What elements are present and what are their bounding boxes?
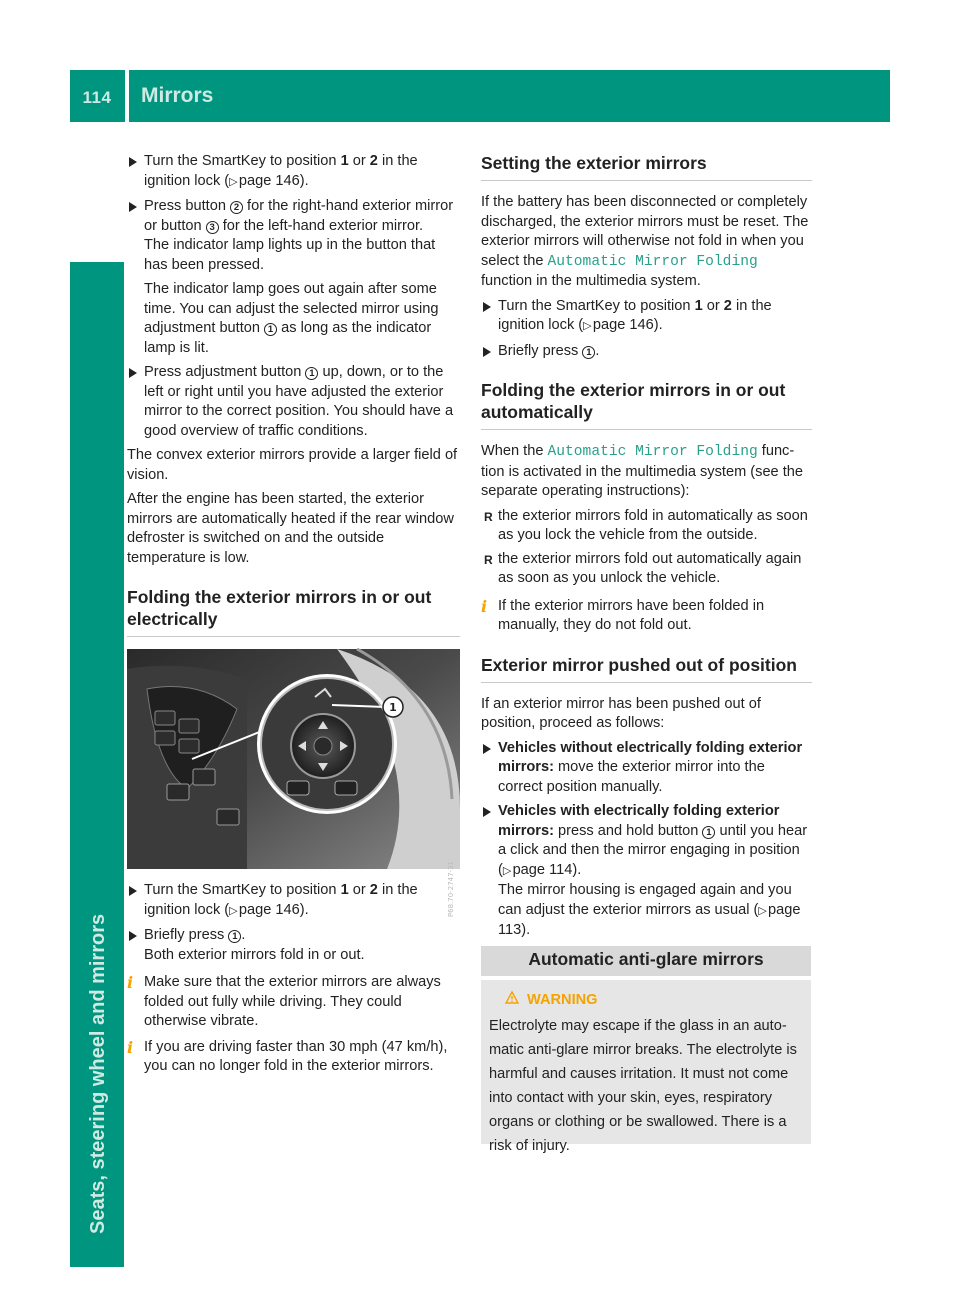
page-reference-arrow-icon: ▷ <box>229 175 238 188</box>
button-1-symbol: 1 <box>305 367 318 380</box>
triangle-bullet-icon <box>483 744 491 754</box>
photo-code: P68.70-2747-31 <box>447 861 455 918</box>
triangle-bullet-icon <box>129 202 137 212</box>
paragraph: The convex exterior mirrors provide a larger field of vision. <box>127 447 458 483</box>
paragraph: When the Automatic Mirror Folding function is activated in the multimedia system (see the separate operating instructions): <box>481 443 804 499</box>
page-reference-link[interactable]: page 114 <box>512 861 573 878</box>
step: Press adjustment button 1 up, down, or to the left or right until you have adjusted the exterior mirror to the correct position. You should have a good overview of traffic conditions. <box>127 363 460 441</box>
page-number: 114 <box>82 88 112 107</box>
page-reference-link[interactable]: page 146 <box>592 317 654 333</box>
page-reference-arrow-icon: ▷ <box>758 904 767 917</box>
list-item: R the exterior mirrors fold out automatically again as soon as you unlock the vehicle. <box>484 550 802 586</box>
step-note: The mirror housing is engaged again and you can adjust the exterior mirrors as usual (▷ page 113). <box>498 882 801 938</box>
info-note: i If you are driving faster than 30 mph (47 km/h), you can no longer fold in the exterior mirrors. <box>127 1037 448 1074</box>
side-tab-label: Seats, steering wheel and mirrors <box>87 913 109 1234</box>
warning-header <box>505 988 803 1012</box>
r-bullet-icon: R <box>484 552 493 567</box>
triangle-bullet-icon <box>129 931 137 941</box>
left-column <box>127 152 460 1083</box>
page-reference-link[interactable]: page 113 <box>498 901 801 938</box>
page-title: Mirrors <box>141 84 214 107</box>
button-1-symbol: 1 <box>264 323 277 336</box>
paragraph: If an exterior mirror has been pushed out of position, proceed as follows: <box>481 695 761 731</box>
paragraph: If the battery has been disconnected or completely discharged, the exterior mirrors must be reset. The exterior mirrors will otherwise not fold in when you select the Automatic Mirror Folding function in the multimedia system. <box>481 194 809 289</box>
section-heading: Setting the exterior mirrors <box>481 152 812 181</box>
info-icon: i <box>127 1037 134 1057</box>
step: Briefly press 1 . <box>481 342 812 362</box>
page-reference-arrow-icon: ▷ <box>583 320 592 332</box>
warning-box <box>481 980 811 1154</box>
triangle-bullet-icon <box>483 347 491 357</box>
section-heading: Folding the exterior mirrors in or out automatically <box>481 379 812 430</box>
section-heading: Exterior mirror pushed out of position <box>481 654 812 683</box>
triangle-bullet-icon <box>483 807 491 817</box>
triangle-bullet-icon <box>129 157 137 167</box>
r-bullet-icon: R <box>484 509 493 524</box>
step-note: The indicator lamp lights up in the button that has been pressed. <box>144 237 436 273</box>
warning-triangle-icon <box>505 988 519 1012</box>
menu-function-name: Automatic Mirror Folding <box>547 444 758 460</box>
page-reference-arrow-icon: ▷ <box>229 904 238 917</box>
step: Press button 2 for the right-hand exterior mirror or button 3 for the left-hand exterior mirror. <box>127 197 460 236</box>
photo-callout-1: 1 <box>389 701 397 714</box>
info-icon: i <box>481 596 488 616</box>
info-note: i Make sure that the exterior mirrors are always folded out fully while driving. They could otherwise vibrate. <box>127 973 441 1029</box>
button-1-symbol: 1 <box>582 346 595 359</box>
page-reference-arrow-icon: ▷ <box>502 864 512 877</box>
warning-text: Electrolyte may escape if the glass in an automatic anti-glare mirror breaks. The electrolyte is harmful and causes irritation. It must not come into contact with your skin, eyes, respiratory organs or clothing or be swallowed. There is a risk of injury. <box>489 1018 797 1154</box>
info-note: i If the exterior mirrors have been folded in manually, they do not fold out. <box>481 596 765 633</box>
paragraph: After the engine has been started, the exterior mirrors are automatically heated if the rear window defroster is switched on and the outside temperature is low. <box>127 491 454 566</box>
list-item: R the exterior mirrors fold in automatically as soon as you lock the vehicle from the outside. <box>484 507 808 543</box>
step: Turn the SmartKey to position 1 or 2 in the ignition lock (▷ page 146). <box>127 881 460 921</box>
triangle-bullet-icon <box>129 886 137 896</box>
step: Briefly press 1 . <box>127 926 460 946</box>
step: Turn the SmartKey to position 1 or 2 in the ignition lock (▷ page 146). <box>127 152 460 192</box>
section-band-title: Automatic anti-glare mirrors <box>528 949 764 969</box>
button-1-symbol: 1 <box>702 826 715 839</box>
info-icon: i <box>127 973 134 992</box>
triangle-bullet-icon <box>129 368 137 378</box>
step: Turn the SmartKey to position 1 or 2 in the ignition lock (▷ page 146). <box>481 297 812 337</box>
warning-label: WARNING <box>527 992 598 1008</box>
header-separator <box>125 70 129 122</box>
menu-function-name: Automatic Mirror Folding <box>547 253 758 270</box>
step: Vehicles without electrically folding exterior mirrors: move the exterior mirror into the correct position manually. <box>481 739 812 798</box>
section-heading: Folding the exterior mirrors in or out electrically <box>127 586 460 637</box>
page-reference-link[interactable]: page 146 <box>238 172 300 189</box>
step-note: The indicator lamp goes out again after some time. You can adjust the selected mirror using adjustment button 1 as long as the indicator lamp is lit. <box>144 281 439 356</box>
triangle-bullet-icon <box>483 302 491 312</box>
page-reference-link[interactable]: page 146 <box>238 901 300 918</box>
step-note: Both exterior mirrors fold in or out. <box>144 946 365 963</box>
button-2-symbol: 2 <box>230 201 243 214</box>
button-1-symbol: 1 <box>228 930 241 943</box>
step: Vehicles with electrically folding exterior mirrors: press and hold button 1 until you hear a click and then the mirror engaging in position (▷ page 114). <box>481 802 812 881</box>
button-3-symbol: 3 <box>206 221 219 234</box>
right-column <box>481 152 812 946</box>
